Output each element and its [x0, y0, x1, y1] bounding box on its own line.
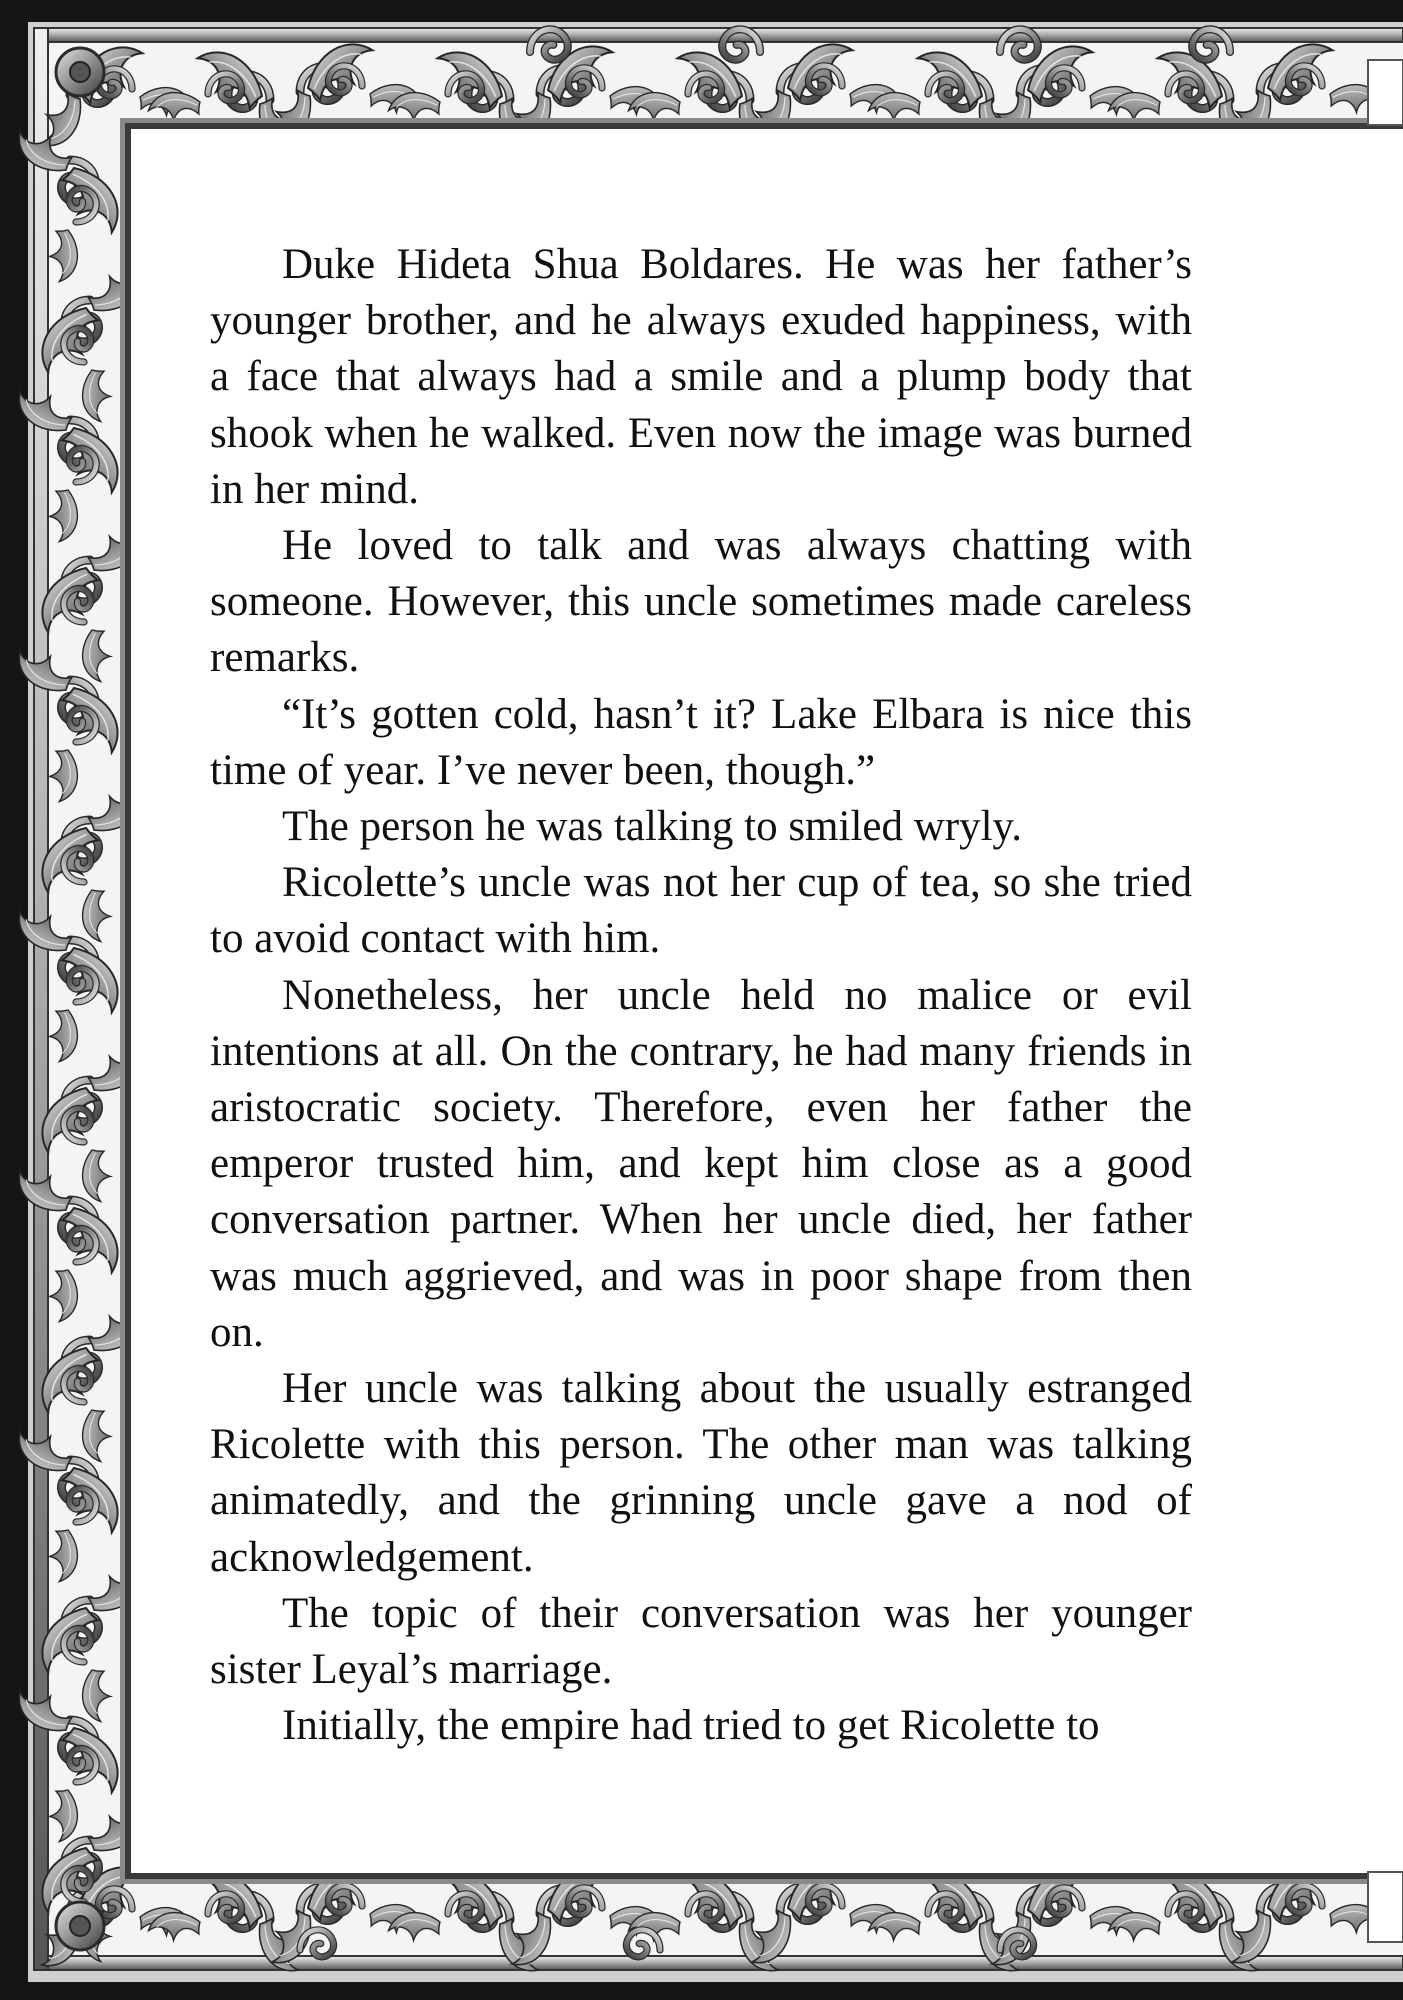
paragraph: The topic of their conversation was her younger sister Leyal’s marriage.: [210, 1589, 1192, 1694]
paragraph: He loved to talk and was always chatting with someone. However, this uncle sometimes made careless remarks.: [210, 522, 1192, 682]
paragraph: Ricolette’s uncle was not her cup of tea, so she tried to avoid contact with him.: [210, 859, 1192, 963]
paragraph: “It’s gotten cold, hasn’t it? Lake Elbara is nice this time of year. I’ve never been, though.”: [210, 690, 1192, 794]
paragraph: Duke Hideta Shua Boldares. He was her father’s younger brother, and he always exuded happiness, with a face that always had a smile and a plump body that shook when he walked. Even now the image was burned in her mind.: [210, 241, 1192, 513]
paragraph: Nonetheless, her uncle held no malice or evil intentions at all. On the contrary, he had many friends in aristocratic society. Therefore, even her father the emperor trusted him, and kept him close as a good conversation partner. When her uncle died, her father was much aggrieved, and was in poor shape from then on.: [210, 971, 1192, 1356]
paragraph: Initially, the empire had tried to get Ricolette to: [282, 1702, 1100, 1750]
paragraph: Her uncle was talking about the usually estranged Ricolette with this person. The other man was talking animatedly, and the grinning uncle gave a nod of acknowledgement.: [210, 1365, 1192, 1581]
body-text: [210, 237, 1192, 1754]
paragraph: The person he was talking to smiled wryly.: [282, 803, 1023, 851]
